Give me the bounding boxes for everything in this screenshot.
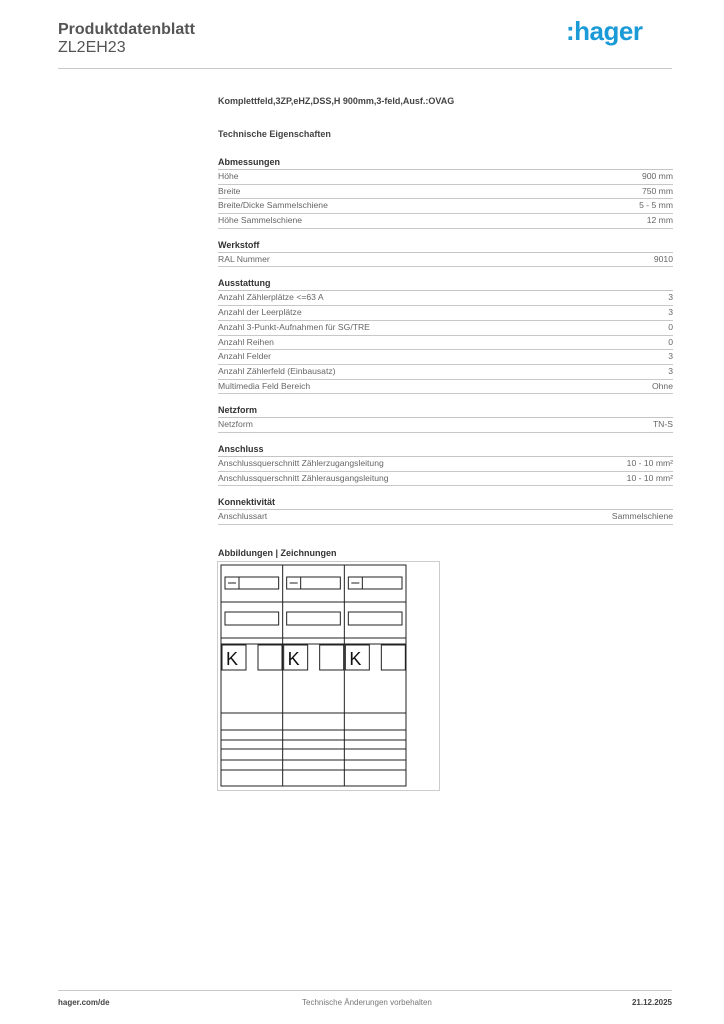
property-label: Anzahl der Leerplätze [218, 307, 302, 318]
section [218, 239, 673, 268]
footer-date: 21.12.2025 [631, 998, 672, 1007]
property-row [218, 214, 673, 229]
property-row [218, 380, 673, 395]
section [218, 404, 673, 433]
technical-drawing [217, 561, 441, 792]
property-row [218, 306, 673, 321]
property-row [218, 472, 673, 487]
property-value: 9010 [653, 253, 673, 264]
property-row [218, 457, 673, 472]
property-label: Anzahl Zählerfeld (Einbausatz) [218, 365, 336, 376]
section-heading: Konnektivität [218, 496, 673, 510]
property-value: Ohne [651, 380, 673, 391]
property-label: RAL Nummer [218, 253, 270, 264]
property-label: Anzahl Zählerplätze <=63 A [218, 292, 324, 303]
property-row [218, 350, 673, 365]
section-heading: Netzform [218, 404, 673, 418]
property-value: 12 mm [646, 215, 673, 226]
property-label: Anzahl 3-Punkt-Aufnahmen für SG/TRE [218, 321, 370, 332]
terminal-box [287, 612, 341, 625]
footer-divider [58, 990, 672, 991]
content [218, 96, 673, 558]
property-value: Sammelschiene [611, 511, 673, 522]
section [218, 443, 673, 486]
section [218, 156, 673, 229]
property-value: 10 - 10 mm² [626, 457, 673, 468]
tech-properties-heading: Technische Eigenschaften [218, 129, 331, 139]
property-value: 10 - 10 mm² [626, 472, 673, 483]
property-row [218, 253, 673, 268]
meter-label: K [226, 649, 239, 669]
section-heading: Abmessungen [218, 156, 673, 170]
section-heading: Ausstattung [218, 277, 673, 291]
meter-label: K [287, 649, 300, 669]
document-title: Produktdatenblatt [58, 21, 195, 38]
blank-box [258, 645, 282, 670]
property-value: 0 [668, 321, 673, 332]
property-label: Breite/Dicke Sammelschiene [218, 200, 328, 211]
property-label: Höhe Sammelschiene [218, 215, 303, 226]
drawings-heading: Abbildungen | Zeichnungen [218, 548, 337, 558]
property-row [218, 170, 673, 185]
property-row [218, 185, 673, 200]
hager-logo: :hager [566, 16, 643, 46]
cabinet-outline [221, 565, 406, 786]
section-heading: Anschluss [218, 443, 673, 457]
terminal-box [225, 612, 279, 625]
property-label: Multimedia Feld Bereich [218, 380, 311, 391]
property-value: 3 [668, 351, 673, 362]
blank-box [320, 645, 344, 670]
property-value: TN-S [652, 419, 673, 430]
property-row [218, 199, 673, 214]
footer-disclaimer: Technische Änderungen vorbehalten [302, 998, 432, 1007]
properties-sections [218, 156, 673, 525]
property-label: Höhe [218, 171, 239, 181]
property-value: 0 [668, 336, 673, 347]
terminal-box [348, 612, 402, 625]
property-label: Anschlussquerschnitt Zählerzugangsleitung [218, 457, 384, 468]
footer-website-link[interactable]: hager.com/de [58, 998, 110, 1007]
section [218, 496, 673, 525]
property-row [218, 321, 673, 336]
meter-label: K [349, 649, 362, 669]
product-description: Komplettfeld,3ZP,eHZ,DSS,H 900mm,3-feld,Ausf.:OVAG [218, 96, 455, 106]
property-label: Netzform [218, 419, 253, 430]
property-value: 3 [668, 365, 673, 376]
property-row [218, 291, 673, 306]
property-label: Breite [218, 185, 241, 196]
property-row [218, 418, 673, 433]
blank-box [381, 645, 405, 670]
property-row [218, 336, 673, 351]
product-code: ZL2EH23 [58, 39, 126, 56]
property-label: Anschlussquerschnitt Zählerausgangsleitung [218, 472, 389, 483]
property-value: 900 mm [641, 171, 673, 181]
property-label: Anzahl Reihen [218, 336, 274, 347]
property-label: Anschlussart [218, 511, 268, 522]
property-value: 5 - 5 mm [639, 200, 673, 211]
property-value: 3 [668, 307, 673, 318]
section [218, 277, 673, 394]
property-row [218, 365, 673, 380]
property-value: 750 mm [641, 185, 673, 196]
section-heading: Werkstoff [218, 239, 673, 253]
property-value: 3 [668, 292, 673, 303]
property-label: Anzahl Felder [218, 351, 272, 362]
header-divider [58, 68, 672, 69]
property-row [218, 510, 673, 525]
